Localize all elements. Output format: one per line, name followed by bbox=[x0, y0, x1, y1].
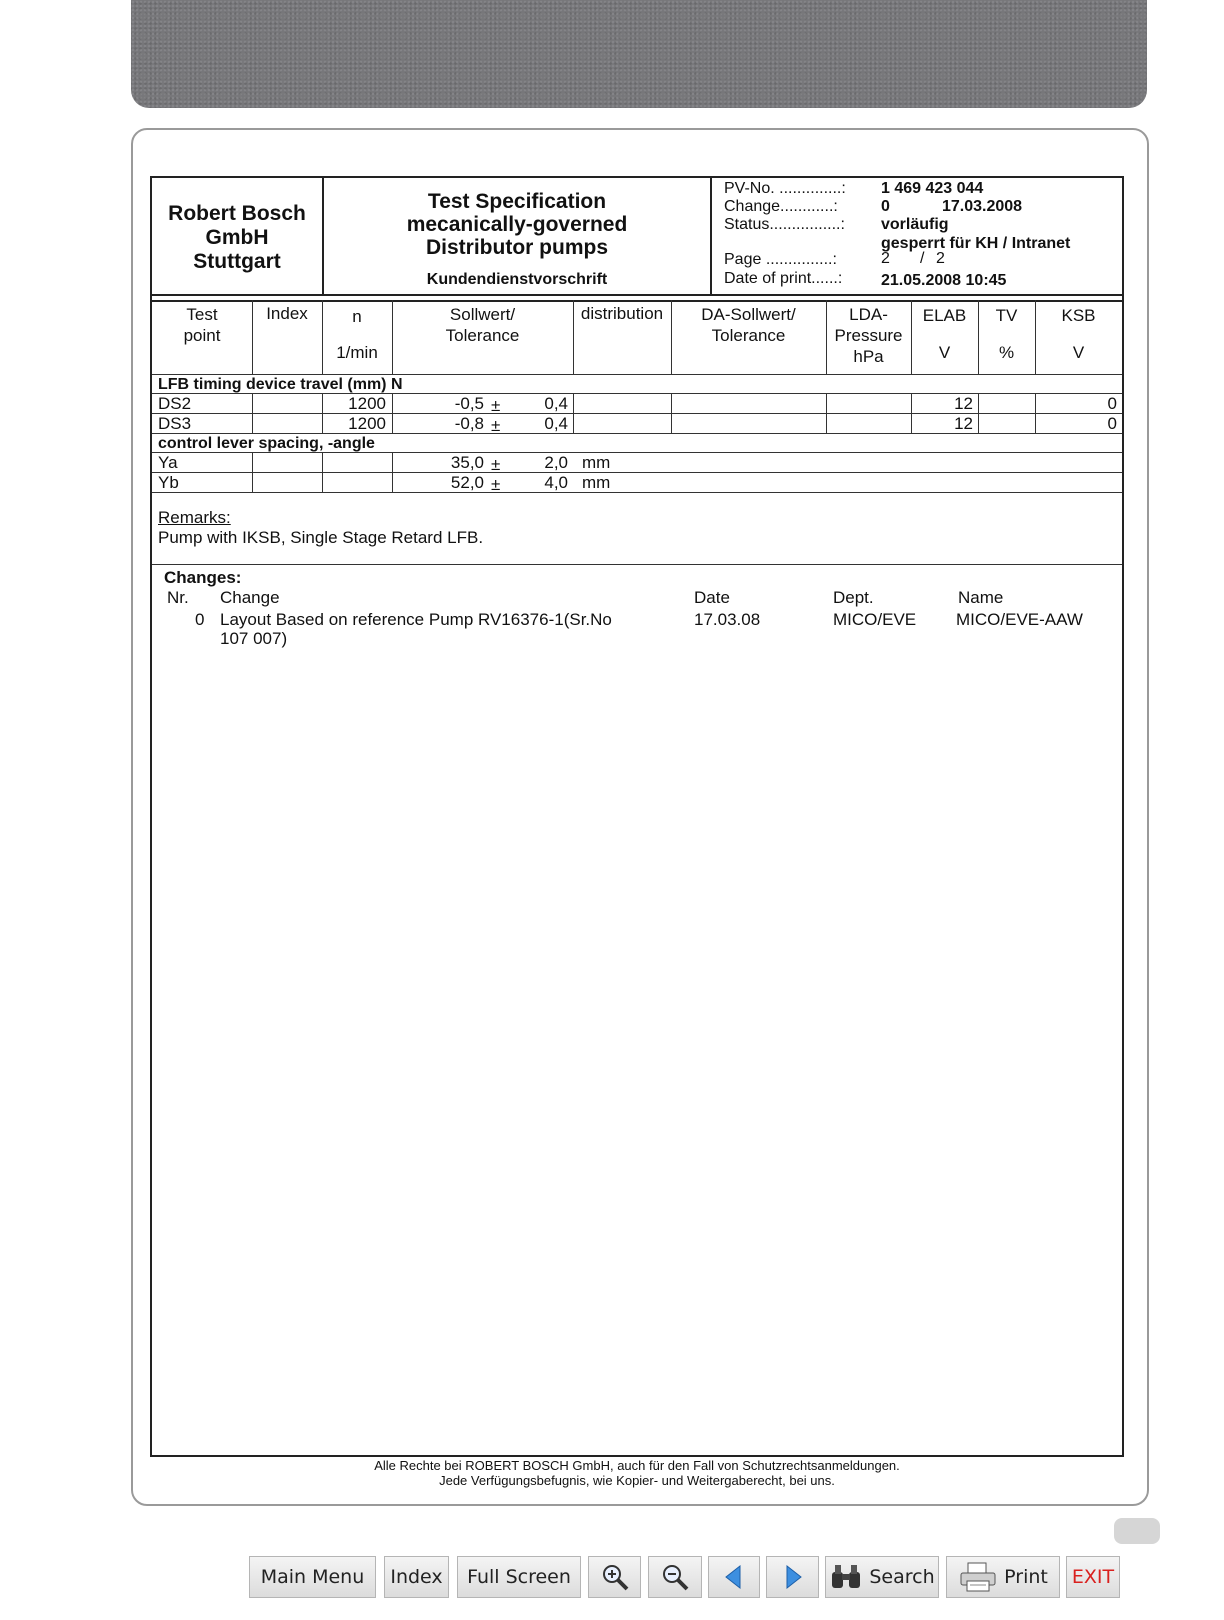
header-text: Pressure bbox=[834, 326, 903, 345]
previous-page-button[interactable] bbox=[708, 1556, 760, 1598]
change-text: Layout Based on reference Pump RV16376-1(Sr.No bbox=[220, 610, 612, 629]
header-da-sollwert bbox=[671, 304, 826, 346]
header-text: Sollwert/ bbox=[449, 305, 516, 324]
plus-minus-icon: ± bbox=[491, 455, 501, 474]
header-elab-unit: V bbox=[938, 343, 951, 362]
col-divider bbox=[322, 452, 323, 492]
header-sollwert bbox=[392, 304, 573, 346]
row-ksb: 0 bbox=[1107, 394, 1117, 413]
remarks-label: Remarks: bbox=[158, 508, 231, 527]
exit-label: EXIT bbox=[1071, 1566, 1115, 1588]
col-divider bbox=[826, 393, 827, 433]
document-title bbox=[324, 190, 710, 259]
footer-copyright: Jede Verfügungsbefugnis, wie Kopier- und Weitergaberecht, bei uns. bbox=[439, 1473, 835, 1488]
title-line: Test Specification bbox=[427, 190, 607, 213]
col-divider bbox=[252, 393, 253, 433]
header-ksb: KSB bbox=[1061, 306, 1096, 325]
printer-icon bbox=[958, 1561, 998, 1593]
plus-minus-icon: ± bbox=[491, 475, 501, 494]
row-unit: mm bbox=[582, 453, 611, 472]
changes-label: Changes: bbox=[164, 568, 242, 587]
changes-col-dept: Dept. bbox=[833, 588, 874, 607]
title-line: mecanically-governed bbox=[406, 213, 628, 236]
zoom-out-button[interactable] bbox=[648, 1556, 702, 1598]
row-elab: 12 bbox=[954, 394, 973, 413]
exit-button[interactable] bbox=[1066, 1556, 1120, 1598]
zoom-in-icon bbox=[600, 1562, 630, 1592]
header-lda bbox=[826, 304, 911, 367]
col-divider bbox=[671, 393, 672, 433]
col-divider bbox=[978, 393, 979, 433]
top-banner bbox=[131, 0, 1147, 108]
binoculars-icon bbox=[829, 1562, 863, 1592]
page-total: 2 bbox=[936, 250, 945, 267]
status-value: vorläufig bbox=[881, 216, 949, 233]
change-text: 107 007) bbox=[220, 629, 288, 648]
company-line: GmbH bbox=[205, 226, 269, 249]
change-label: Change............: bbox=[724, 198, 838, 215]
header-tv-unit: % bbox=[998, 343, 1015, 362]
row-value: -0,8 bbox=[454, 414, 484, 433]
row-tolerance: 0,4 bbox=[544, 394, 568, 413]
changes-col-nr: Nr. bbox=[167, 588, 189, 607]
row-ksb: 0 bbox=[1107, 414, 1117, 433]
full-screen-button[interactable] bbox=[457, 1556, 581, 1598]
index-button[interactable] bbox=[384, 1556, 449, 1598]
header-text: Tolerance bbox=[445, 326, 520, 345]
header-divider bbox=[710, 178, 712, 296]
change-name: MICO/EVE-AAW bbox=[956, 610, 1083, 629]
header-bottom-line bbox=[152, 294, 1122, 296]
header-elab: ELAB bbox=[922, 306, 967, 325]
changes-col-date: Date bbox=[694, 588, 730, 607]
company-line: Stuttgart bbox=[193, 250, 281, 273]
header-text: hPa bbox=[853, 347, 884, 366]
scroll-pill[interactable] bbox=[1114, 1518, 1160, 1544]
header-bottom-line bbox=[152, 300, 1122, 302]
change-value: 0 bbox=[881, 198, 890, 215]
test-spec-document bbox=[150, 176, 1124, 1457]
header-index: Index bbox=[266, 304, 308, 323]
row-line bbox=[152, 413, 1122, 414]
pv-value: 1 469 423 044 bbox=[881, 180, 984, 197]
plus-minus-icon: ± bbox=[491, 416, 501, 435]
row-tolerance: 0,4 bbox=[544, 414, 568, 433]
row-line bbox=[152, 393, 1122, 394]
arrow-right-icon bbox=[781, 1564, 805, 1590]
changes-col-change: Change bbox=[220, 588, 280, 607]
header-n-unit: 1/min bbox=[336, 343, 378, 362]
row-line bbox=[152, 374, 1122, 375]
row-point: Yb bbox=[158, 473, 179, 492]
main-menu-button[interactable] bbox=[249, 1556, 376, 1598]
print-date-value: 21.05.2008 10:45 bbox=[881, 272, 1007, 289]
company-line: Robert Bosch bbox=[168, 202, 306, 225]
row-value: 35,0 bbox=[450, 453, 484, 472]
full-screen-label: Full Screen bbox=[467, 1566, 571, 1588]
search-label: Search bbox=[869, 1566, 935, 1588]
header-text: Test bbox=[186, 305, 218, 324]
row-line bbox=[152, 492, 1122, 493]
main-menu-label: Main Menu bbox=[260, 1566, 365, 1588]
change-date: 17.03.08 bbox=[694, 610, 761, 629]
next-page-button[interactable] bbox=[766, 1556, 819, 1598]
row-point: Ya bbox=[158, 453, 178, 472]
header-text: DA-Sollwert/ bbox=[701, 305, 796, 324]
row-unit: mm bbox=[582, 473, 611, 492]
title-line: Distributor pumps bbox=[426, 236, 608, 259]
pv-label: PV-No. ..............: bbox=[724, 180, 846, 197]
page-value: 2 bbox=[881, 250, 890, 267]
row-value: -0,5 bbox=[454, 394, 484, 413]
section-title-lfb: LFB timing device travel (mm) N bbox=[158, 376, 403, 393]
row-value: 52,0 bbox=[450, 473, 484, 492]
row-elab: 12 bbox=[954, 414, 973, 433]
row-line bbox=[152, 433, 1122, 434]
zoom-out-icon bbox=[660, 1562, 690, 1592]
section-title-lever: control lever spacing, -angle bbox=[158, 435, 375, 452]
header-n: n bbox=[352, 307, 362, 326]
page-separator: / bbox=[920, 250, 925, 267]
status-label: Status................: bbox=[724, 216, 845, 233]
plus-minus-icon: ± bbox=[491, 396, 501, 415]
remarks-text: Pump with IKSB, Single Stage Retard LFB. bbox=[158, 528, 484, 547]
header-text: Tolerance bbox=[711, 326, 786, 345]
col-divider bbox=[573, 393, 574, 433]
header-tv: TV bbox=[995, 306, 1018, 325]
change-date: 17.03.2008 bbox=[942, 198, 1023, 215]
change-dept: MICO/EVE bbox=[833, 610, 917, 629]
print-date-label: Date of print......: bbox=[724, 270, 843, 287]
header-test-point bbox=[152, 304, 252, 346]
header-ksb-unit: V bbox=[1072, 343, 1085, 362]
print-button[interactable] bbox=[946, 1556, 1060, 1598]
col-divider bbox=[252, 452, 253, 492]
document-subtitle: Kundendienstvorschrift bbox=[426, 271, 608, 288]
header-text: LDA- bbox=[849, 305, 888, 324]
search-button[interactable] bbox=[825, 1556, 939, 1598]
arrow-left-icon bbox=[722, 1564, 746, 1590]
change-nr: 0 bbox=[195, 610, 205, 629]
header-text: point bbox=[183, 326, 221, 345]
header-distribution: distribution bbox=[580, 304, 664, 323]
row-point: DS2 bbox=[158, 394, 192, 413]
row-n: 1200 bbox=[348, 394, 386, 413]
row-tolerance: 4,0 bbox=[544, 473, 568, 492]
row-line bbox=[152, 564, 1122, 565]
footer-copyright: Alle Rechte bei ROBERT BOSCH GmbH, auch für den Fall von Schutzrechtsanmeldungen. bbox=[374, 1458, 900, 1473]
zoom-in-button[interactable] bbox=[588, 1556, 641, 1598]
index-label: Index bbox=[390, 1566, 443, 1588]
row-n: 1200 bbox=[348, 414, 386, 433]
row-line bbox=[152, 472, 1122, 473]
changes-col-name: Name bbox=[958, 588, 1004, 607]
page-label: Page ...............: bbox=[724, 251, 837, 268]
company-name bbox=[152, 202, 322, 274]
row-point: DS3 bbox=[158, 414, 192, 433]
row-line bbox=[152, 452, 1122, 453]
row-tolerance: 2,0 bbox=[544, 453, 568, 472]
print-label: Print bbox=[1004, 1566, 1048, 1588]
status-note: gesperrt für KH / Intranet bbox=[881, 235, 1071, 252]
